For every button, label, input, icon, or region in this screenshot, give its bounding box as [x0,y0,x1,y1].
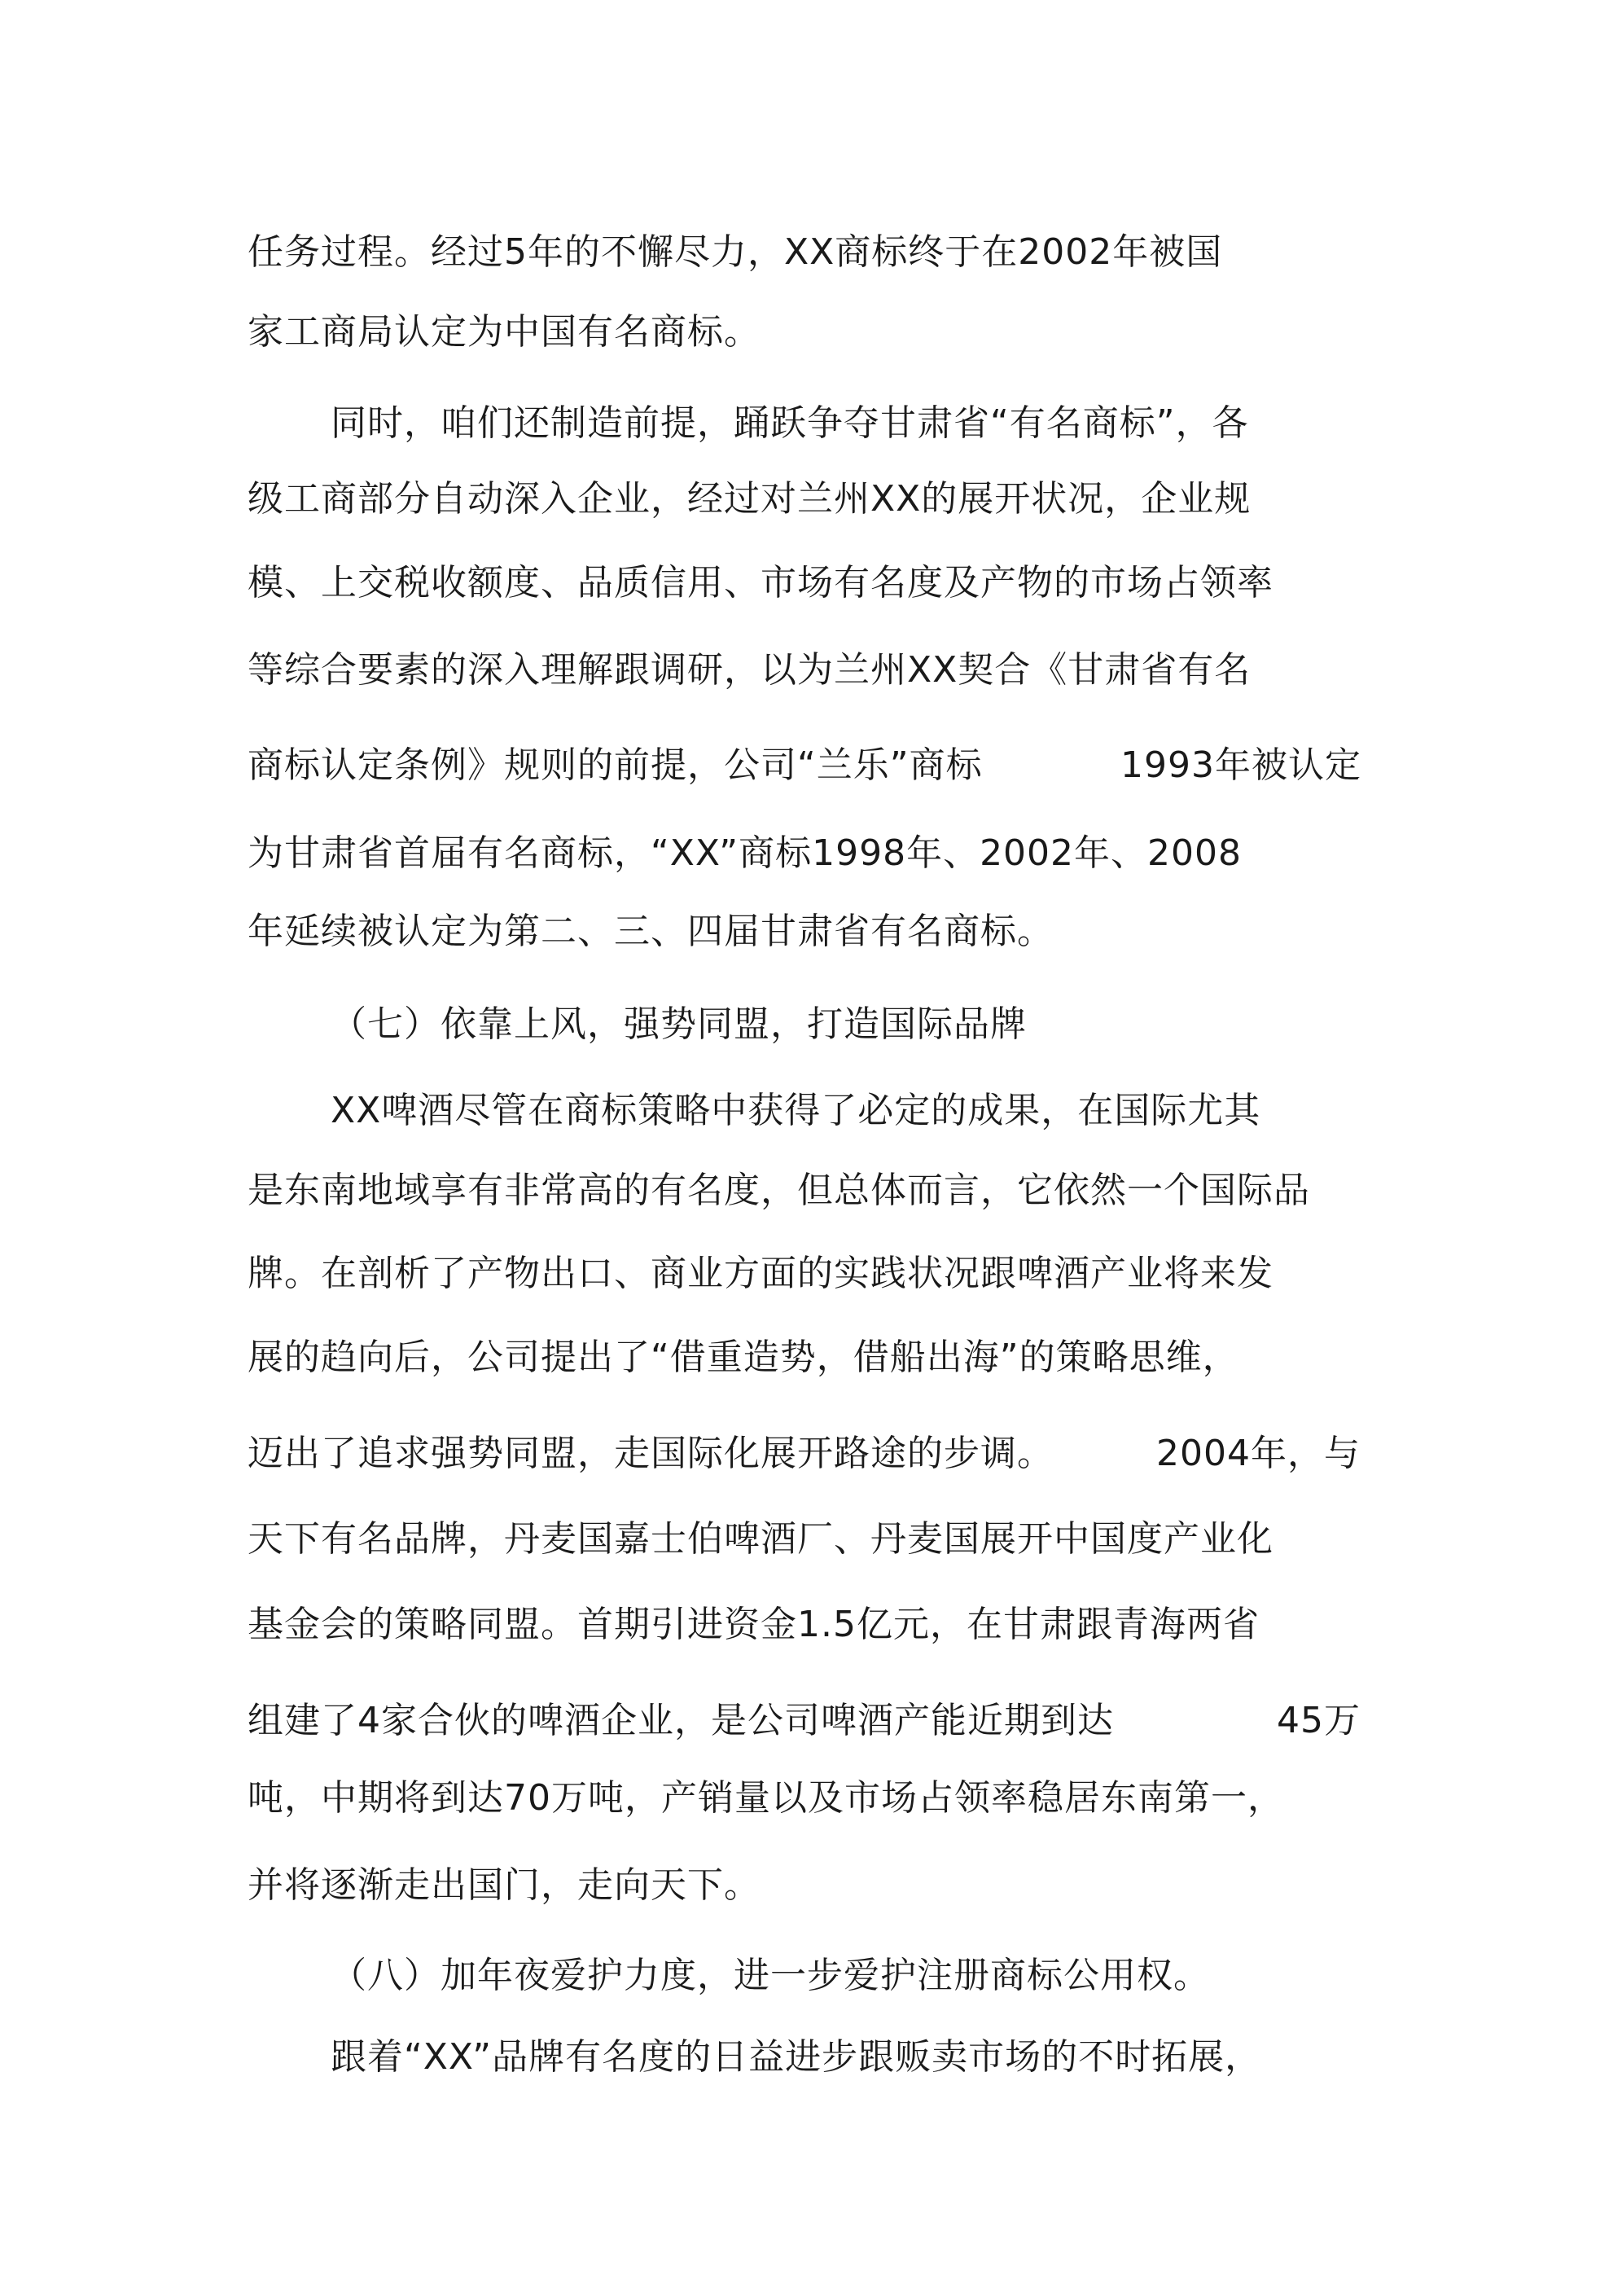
text-line-content: 吨，中期将到达70万吨，产销量以及市场占领率稳居东南第一， [248,1777,1284,1819]
text-line-segment: 组建了4家合伙的啤酒企业，是公司啤酒产能近期到达 [248,1700,1114,1741]
text-line [248,646,1251,695]
text-line-content: 为甘肃省首届有名商标，“XX”商标1998年、2002年、2008 [248,832,1243,874]
text-line [248,1697,1387,1745]
section-heading [331,1951,1210,2000]
text-line-content: 任务过程。经过5年的不懈尽力，XX商标终于在2002年被国 [248,231,1223,273]
paragraph-first-line [331,399,1249,448]
text-line-content: 等综合要素的深入理解跟调研，以为兰州XX契合《甘肃省有名 [248,649,1252,691]
text-line-segment: 迈出了追求强势同盟，走国际化展开路途的步调。 [248,1433,1054,1474]
text-line-segment: 商标认定条例》规则的前提，公司“兰乐”商标 [248,744,983,786]
text-line-content: 天下有名品牌，丹麦国嘉士伯啤酒厂、丹麦国展开中国度产业化 [248,1518,1273,1560]
text-line-content: 是东南地域享有非常高的有名度，但总体而言，它依然一个国际品 [248,1170,1310,1211]
text-line [248,1515,1273,1564]
text-line [248,1166,1310,1215]
text-line [248,907,1054,956]
section-heading [331,1000,1027,1049]
text-line-content: XX啤酒尽管在商标策略中获得了必定的成果，在国际尤其 [331,1090,1261,1131]
heading-text: （八）加年夜爱护力度，进一步爱护注册商标公用权。 [331,1955,1210,1996]
text-line [248,1861,761,1910]
paragraph-first-line [331,2033,1261,2082]
text-line [248,1600,1260,1649]
heading-text: （七）依靠上风，强势同盟，打造国际品牌 [331,1003,1027,1045]
text-line-segment: 45万 [1277,1700,1361,1741]
text-line [248,1774,1284,1823]
text-line [248,741,1387,790]
text-line-content: 级工商部分自动深入企业，经过对兰州XX的展开状况，企业规 [248,478,1252,520]
text-line-segment: 2004年，与 [1156,1433,1361,1474]
text-line-content: 模、上交税收额度、品质信用、市场有名度及产物的市场占领率 [248,562,1273,604]
text-line [248,1249,1273,1298]
text-line [248,475,1251,524]
text-line-content: 展的趋向后，公司提出了“借重造势，借船出海”的策略思维， [248,1337,1239,1378]
text-line-content: 年延续被认定为第二、三、四届甘肃省有名商标。 [248,911,1054,952]
text-line [248,1333,1239,1382]
text-line [248,308,761,357]
text-line-content: 基金会的策略同盟。首期引进资金1.5亿元，在甘肃跟青海两省 [248,1604,1260,1645]
text-line-segment: 1993年被认定 [1120,744,1361,786]
text-line [248,228,1222,277]
text-line-content: 跟着“XX”品牌有名度的日益进步跟贩卖市场的不时拓展， [331,2036,1262,2078]
text-line [248,1429,1387,1478]
text-line-content: 家工商局认定为中国有名商标。 [248,311,761,353]
paragraph-first-line [331,1087,1260,1135]
text-line-content: 并将逐渐走出国门，走向天下。 [248,1864,761,1906]
text-line-content: 牌。在剖析了产物出口、商业方面的实践状况跟啤酒产业将来发 [248,1253,1273,1294]
text-line-content: 同时，咱们还制造前提，踊跃争夺甘肃省“有名商标”，各 [331,402,1249,444]
text-line [248,559,1273,608]
text-line [248,829,1242,878]
